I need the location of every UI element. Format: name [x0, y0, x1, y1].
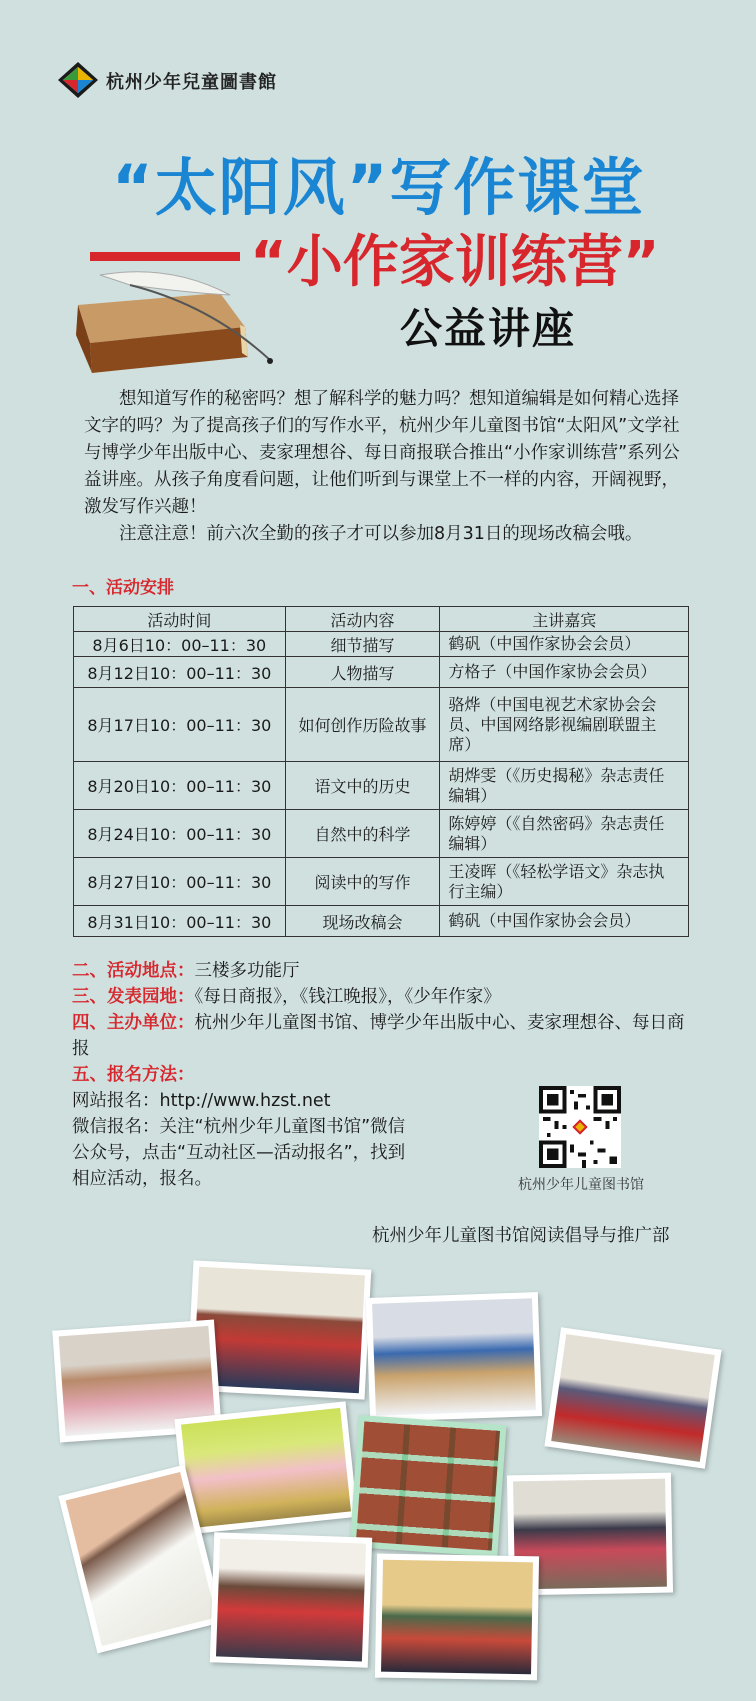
cell-time: 8月20日10：00–11：30	[74, 762, 286, 810]
cell-time: 8月31日10：00–11：30	[74, 906, 286, 937]
cell-time: 8月17日10：00–11：30	[74, 688, 286, 762]
activity-photo	[174, 1401, 357, 1534]
publish-value: 《每日商报》，《钱江晚报》，《少年作家》	[194, 987, 501, 1007]
cell-speaker: 方格子（中国作家协会会员）	[440, 657, 689, 688]
cell-content: 人物描写	[285, 657, 440, 688]
organizer-department: 杭州少年儿童图书馆阅读倡导与推广部	[372, 1226, 670, 1246]
venue-label: 二、活动地点：	[72, 961, 195, 981]
cell-time: 8月12日10：00–11：30	[74, 657, 286, 688]
main-title: “太阳风”写作课堂	[112, 151, 646, 224]
activity-photo	[544, 1327, 721, 1468]
cell-speaker: 骆烨（中国电视艺术家协会会员、中国网络影视编剧联盟主席）	[440, 688, 689, 762]
table-row	[74, 762, 689, 810]
venue-line	[72, 958, 692, 984]
cell-content: 阅读中的写作	[285, 858, 440, 906]
library-logo-icon	[56, 60, 100, 100]
qr-caption: 杭州少年儿童图书馆	[518, 1177, 644, 1193]
cell-content: 现场改稿会	[285, 906, 440, 937]
cell-speaker: 胡烨雯（《历史揭秘》杂志责任编辑）	[440, 762, 689, 810]
cell-content: 自然中的科学	[285, 810, 440, 858]
table-row	[74, 632, 689, 657]
schedule-table	[73, 606, 689, 937]
intro-paragraph-2: 注意注意！前六次全勤的孩子才可以参加8月31日的现场改稿会哦。	[119, 524, 643, 544]
subtitle: “小作家训练营”	[250, 230, 660, 295]
host-line	[72, 1010, 692, 1062]
cell-content: 细节描写	[285, 632, 440, 657]
cell-time: 8月6日10：00–11：30	[74, 632, 286, 657]
schedule-heading: 一、活动安排	[72, 578, 174, 598]
cell-content: 语文中的历史	[285, 762, 440, 810]
cell-speaker: 王凌晖（《轻松学语文》杂志执行主编）	[440, 858, 689, 906]
cell-time: 8月27日10：00–11：30	[74, 858, 286, 906]
activity-photo	[350, 1415, 507, 1557]
lecture-title: 公益讲座	[400, 304, 577, 353]
publish-line	[72, 984, 692, 1010]
column-header-speaker: 主讲嘉宾	[440, 607, 689, 632]
activity-photo	[210, 1532, 372, 1667]
wechat-signup-line: 微信报名：关注“杭州少年儿童图书馆”微信公众号，点击“互动社区—活动报名”，找到相应活动，报名。	[72, 1117, 406, 1189]
table-row	[74, 906, 689, 937]
intro-paragraph-1: 想知道写作的秘密吗？想了解科学的魅力吗？想知道编辑是如何精心选择文字的吗？为了提高孩子们的写作水平，杭州少年儿童图书馆“太阳风”文学社与博学少年出版中心、麦家理想谷、每日商报联合推出“小作家训练营”系列公益讲座。从孩子角度看问题，让他们听到与课堂上不一样的内容，开阔视野，激发写作兴趣！	[84, 389, 680, 517]
column-header-content: 活动内容	[285, 607, 440, 632]
venue-value: 三楼多功能厅	[194, 961, 300, 981]
intro-text	[84, 386, 694, 548]
activity-photo	[366, 1292, 542, 1422]
web-signup-line: 网站报名：http://www.hzst.net	[72, 1091, 331, 1111]
logo-text: 杭州少年兒童圖書館	[106, 72, 277, 93]
publish-label: 三、发表园地：	[72, 987, 195, 1007]
title-dash	[90, 252, 240, 261]
table-row	[74, 858, 689, 906]
cell-speaker: 鹤矾（中国作家协会会员）	[440, 906, 689, 937]
qr-code-icon	[539, 1086, 621, 1168]
activity-photo	[375, 1554, 539, 1681]
host-label: 四、主办单位：	[72, 1013, 195, 1033]
column-header-time: 活动时间	[74, 607, 286, 632]
table-row	[74, 688, 689, 762]
host-value: 杭州少年儿童图书馆、博学少年出版中心、麦家理想谷、每日商报	[72, 1013, 685, 1059]
cell-time: 8月24日10：00–11：30	[74, 810, 286, 858]
signup-label: 五、报名方法：	[72, 1065, 195, 1085]
cell-speaker: 陈婷婷（《自然密码》杂志责任编辑）	[440, 810, 689, 858]
book-quill-illustration	[70, 265, 300, 375]
cell-speaker: 鹤矾（中国作家协会会员）	[440, 632, 689, 657]
table-header-row	[74, 607, 689, 632]
table-row	[74, 810, 689, 858]
table-row	[74, 657, 689, 688]
cell-content: 如何创作历险故事	[285, 688, 440, 762]
